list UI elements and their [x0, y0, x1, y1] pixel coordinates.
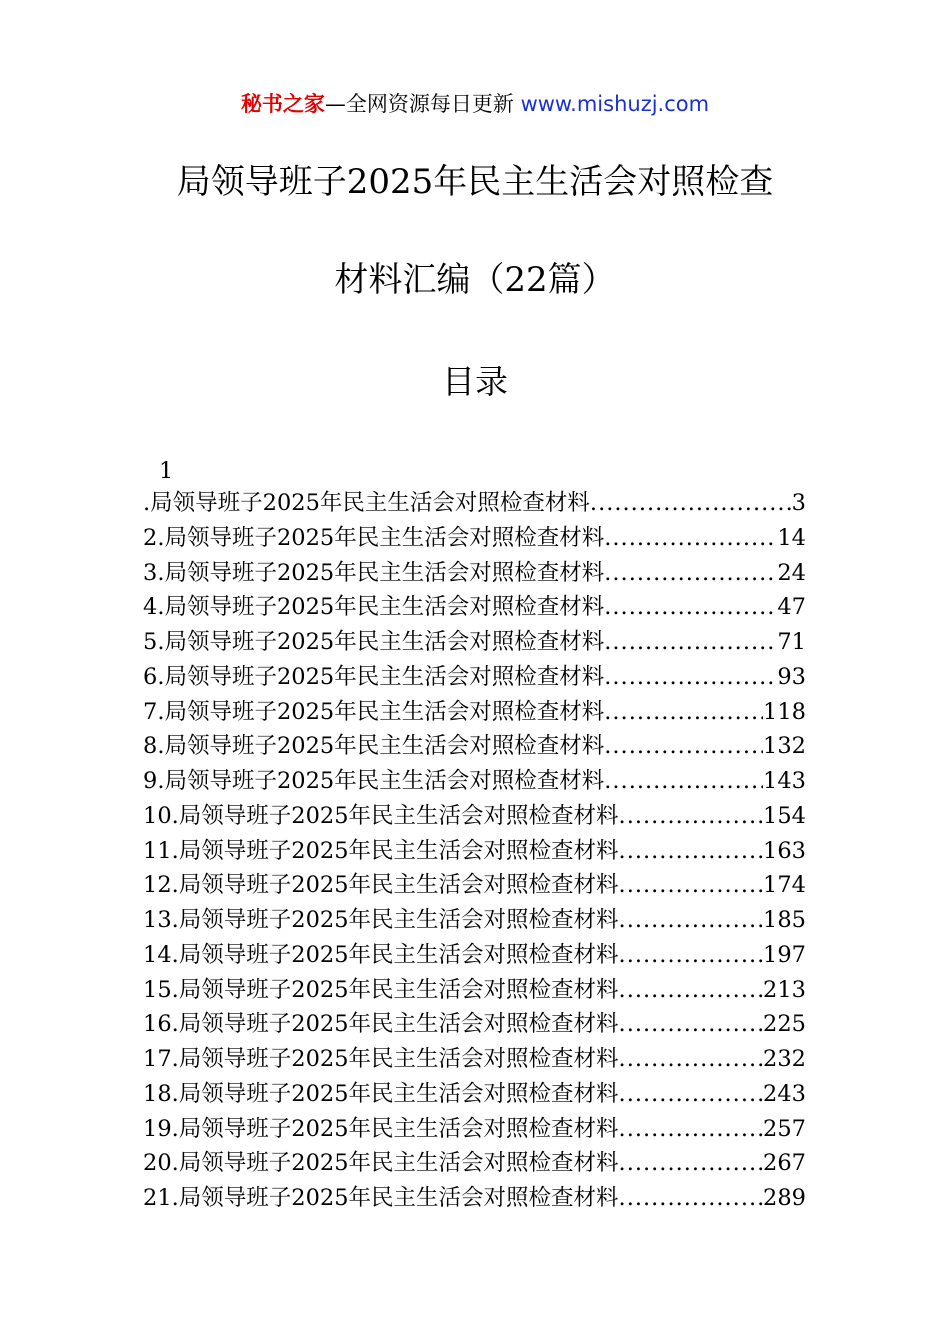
toc-entry-page-number: 163 [763, 837, 806, 864]
toc-entry-leader-dots [619, 834, 764, 869]
toc-entry-page-number: 232 [763, 1046, 806, 1072]
toc-entry-label: 18.局领导班子2025年民主生活会对照检查材料 [143, 1080, 619, 1107]
document-title-line-1: 局领导班子2025年民主生活会对照检查 [176, 162, 774, 202]
toc-entry-label: 11.局领导班子2025年民主生活会对照检查材料 [143, 837, 619, 864]
toc-entry[interactable] [143, 868, 806, 903]
toc-entry-label: 17.局领导班子2025年民主生活会对照检查材料 [143, 1046, 619, 1072]
toc-entry-page-number: 243 [763, 1080, 806, 1107]
toc-entry-label: 21.局领导班子2025年民主生活会对照检查材料 [143, 1185, 619, 1211]
toc-entry[interactable] [143, 556, 806, 591]
document-title-line-2: 材料汇编（22篇） [334, 260, 616, 300]
toc-entry-page-number: 185 [763, 907, 806, 933]
toc-entry-page-number: 132 [763, 733, 806, 760]
toc-entry[interactable] [143, 660, 806, 695]
toc-entry-label: 4.局领导班子2025年民主生活会对照检查材料 [143, 594, 605, 621]
toc-entry[interactable] [143, 695, 806, 730]
toc-entry-label: 3.局领导班子2025年民主生活会对照检查材料 [143, 559, 605, 586]
toc-entry-leader-dots [619, 1042, 764, 1077]
toc-entry-page-number: 154 [763, 802, 806, 829]
toc-entry-label: 15.局领导班子2025年民主生活会对照检查材料 [143, 976, 619, 1003]
toc-entry[interactable] [143, 973, 806, 1008]
toc-entry-leader-dots [604, 764, 763, 799]
toc-entry-page-number: 174 [763, 872, 806, 899]
toc-entry-page-number: 213 [763, 976, 806, 1003]
toc-entry-leader-dots [604, 625, 777, 660]
toc-entry-page-number: 3 [791, 490, 806, 516]
toc-entry-label: 9.局领导班子2025年民主生活会对照检查材料 [143, 768, 605, 794]
site-banner [0, 88, 950, 120]
banner-brand: 秘书之家 [240, 92, 325, 116]
toc-entry-leader-dots [619, 868, 764, 903]
toc-entry-page-number: 197 [763, 941, 806, 968]
toc-heading: 目录 [442, 362, 508, 401]
toc-entry[interactable] [143, 625, 806, 660]
toc-entry[interactable] [143, 1077, 806, 1112]
toc-entry-page-number: 93 [777, 663, 806, 690]
toc-entry-label: 7.局领导班子2025年民主生活会对照检查材料 [143, 698, 605, 725]
toc-entry-leader-dots [619, 1077, 764, 1112]
toc-entry[interactable] [143, 1146, 806, 1181]
toc-entry-page-number: 143 [763, 768, 806, 794]
toc-entry[interactable] [143, 938, 806, 973]
toc-entry[interactable] [143, 834, 806, 869]
toc-entry-label: 16.局领导班子2025年民主生活会对照检查材料 [143, 1011, 619, 1038]
banner-url-link[interactable]: www.mishuzj.com [520, 92, 710, 116]
toc-entry[interactable] [143, 590, 806, 625]
toc-entry-label: 8.局领导班子2025年民主生活会对照检查材料 [143, 733, 605, 760]
toc-entry-label: 2.局领导班子2025年民主生活会对照检查材料 [143, 524, 605, 551]
toc-entry-label: 6.局领导班子2025年民主生活会对照检查材料 [143, 663, 605, 690]
toc-entry[interactable] [143, 1007, 806, 1042]
toc-entry-page-number: 47 [777, 594, 806, 621]
toc-entry[interactable] [143, 764, 806, 799]
toc-entry[interactable] [143, 799, 806, 834]
toc-entry[interactable] [143, 729, 806, 764]
toc-entry-leader-dots [604, 590, 777, 625]
toc-entry-leader-dots [619, 1181, 764, 1216]
toc-entry-label: 12.局领导班子2025年民主生活会对照检查材料 [143, 872, 619, 899]
toc-entry-page-number: 225 [763, 1011, 806, 1038]
toc-entry-page-number: 118 [763, 698, 806, 725]
toc-entry-label: 19.局领导班子2025年民主生活会对照检查材料 [143, 1115, 619, 1142]
toc-entry-leader-dots [604, 729, 763, 764]
toc-entry-label: 14.局领导班子2025年民主生活会对照检查材料 [143, 941, 619, 968]
toc-entry-leader-dots [619, 799, 764, 834]
toc-entry[interactable] [143, 1181, 806, 1216]
toc-entry-leader-dots [604, 660, 777, 695]
toc-entry[interactable] [143, 903, 806, 938]
toc-entry[interactable] [143, 1112, 806, 1147]
toc-entry-page-number: 14 [777, 524, 806, 551]
toc-entry-label: .局领导班子2025年民主生活会对照检查材料 [143, 490, 590, 516]
toc-entry-leader-dots [604, 695, 763, 730]
toc-first-item-number: 1 [159, 458, 174, 484]
toc-entry-page-number: 289 [763, 1185, 806, 1211]
table-of-contents [143, 456, 806, 1216]
toc-entry-leader-dots [619, 973, 764, 1008]
toc-entry[interactable] [143, 486, 806, 521]
toc-entry-leader-dots [590, 486, 792, 521]
toc-entry-page-number: 24 [777, 559, 806, 586]
toc-entry-label: 13.局领导班子2025年民主生活会对照检查材料 [143, 907, 619, 933]
toc-entry-leader-dots [619, 1146, 764, 1181]
toc-entry-page-number: 71 [777, 629, 806, 655]
toc-entry-page-number: 257 [763, 1115, 806, 1142]
toc-entry-leader-dots [604, 556, 777, 591]
toc-entry[interactable] [143, 1042, 806, 1077]
toc-entry-label: 10.局领导班子2025年民主生活会对照检查材料 [143, 802, 619, 829]
toc-entry-leader-dots [619, 903, 764, 938]
toc-entry-label: 5.局领导班子2025年民主生活会对照检查材料 [143, 629, 605, 655]
toc-entry-leader-dots [619, 938, 764, 973]
toc-entry-label: 20.局领导班子2025年民主生活会对照检查材料 [143, 1150, 619, 1177]
toc-list [143, 486, 806, 1216]
banner-slogan: —全网资源每日更新 [324, 92, 514, 116]
toc-entry-leader-dots [619, 1112, 764, 1147]
toc-entry-leader-dots [604, 521, 777, 556]
toc-entry-page-number: 267 [763, 1150, 806, 1177]
toc-entry-leader-dots [619, 1007, 764, 1042]
toc-entry[interactable] [143, 521, 806, 556]
